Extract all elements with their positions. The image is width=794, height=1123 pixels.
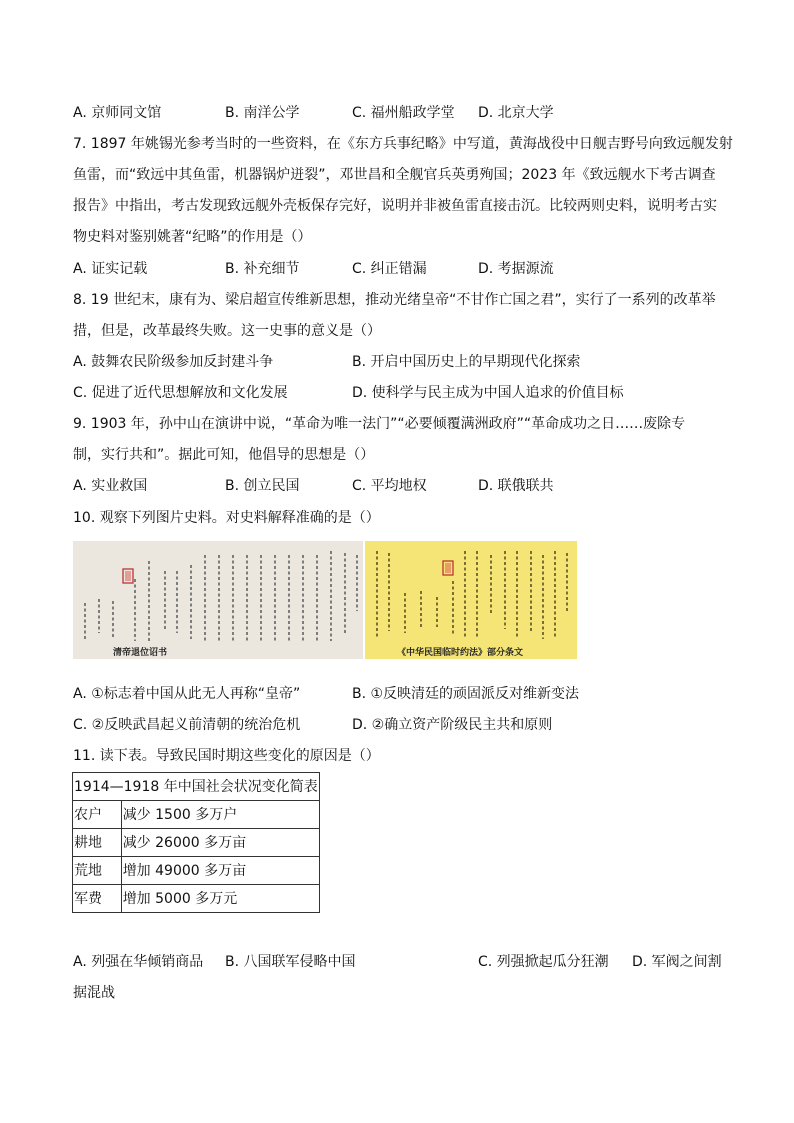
q9-stem-line-1: 9. 1903 年，孙中山在演讲中说，“革命为唯一法门”“必要倾覆满洲政府”“革命成功之日……废除专	[73, 416, 686, 432]
q7-stem-line-2: 鱼雷，而“致远中其鱼雷，机器锅炉迸裂”，邓世昌和全舰官兵英勇殉国；2023 年《致远舰水下考古调查	[73, 167, 716, 183]
table-row-value: 减少 1500 多万户	[121, 801, 319, 829]
q11-option-d[interactable]: D. 军阀之间割	[632, 954, 722, 970]
q11-option-b[interactable]: B. 八国联军侵略中国	[225, 954, 356, 970]
constitution-columns-illustration	[365, 541, 577, 659]
q10-option-c[interactable]: C. ②反映武昌起义前清朝的统治危机	[73, 717, 301, 733]
q8-option-a[interactable]: A. 鼓舞农民阶级参加反封建斗争	[73, 354, 274, 370]
q8-stem-line-1: 8. 19 世纪末，康有为、梁启超宣传维新思想，推动光绪皇帝“不甘作亡国之君”，实行了一系列的改革举	[73, 292, 716, 308]
q9-option-a[interactable]: A. 实业救国	[73, 478, 148, 494]
q8-option-b[interactable]: B. 开启中国历史上的早期现代化探索	[352, 354, 581, 370]
q6-option-d[interactable]: D. 北京大学	[478, 105, 554, 121]
q7-option-a[interactable]: A. 证实记载	[73, 261, 148, 277]
q9-stem-line-2: 制，实行共和”。据此可知，他倡导的思想是（）	[73, 447, 375, 463]
table-row	[73, 801, 320, 829]
table-row-label: 荒地	[73, 857, 122, 885]
q6-option-a[interactable]: A. 京师同文馆	[73, 105, 162, 121]
table-row-value: 增加 49000 多万亩	[121, 857, 319, 885]
table-row-value: 减少 26000 多万亩	[121, 829, 319, 857]
edict-columns-illustration	[73, 541, 363, 659]
q7-stem-line-3: 报告》中指出，考古发现致远舰外壳板保存完好，说明并非被鱼雷直接击沉。比较两则史料，说明考古实	[73, 198, 717, 214]
q6-option-c[interactable]: C. 福州船政学堂	[352, 105, 455, 121]
q11-option-c[interactable]: C. 列强掀起瓜分狂潮	[478, 954, 609, 970]
table-title: 1914—1918 年中国社会状况变化简表	[73, 773, 320, 801]
table-row-label: 农户	[73, 801, 122, 829]
q7-option-d[interactable]: D. 考据源流	[478, 261, 554, 277]
q8-option-d[interactable]: D. 使科学与民主成为中国人追求的价值目标	[352, 385, 624, 401]
q8-stem-line-2: 措，但是，改革最终失败。这一史事的意义是（）	[73, 323, 381, 339]
table-row	[73, 857, 320, 885]
q7-stem-line-4: 物史料对鉴别姚著“纪略”的作用是（）	[73, 229, 312, 245]
q9-option-d[interactable]: D. 联俄联共	[478, 478, 554, 494]
image-2-caption: 《中华民国临时约法》部分条文	[397, 648, 524, 658]
q7-option-c[interactable]: C. 纠正错漏	[352, 261, 427, 277]
q10-stem: 10. 观察下列图片史料。对史料解释准确的是（）	[73, 510, 380, 526]
q7-stem-line-1: 7. 1897 年姚锡光参考当时的一些资料，在《东方兵事纪略》中写道，黄海战役中日舰吉野号向致远舰发射	[73, 136, 733, 152]
q11-stem: 11. 读下表。导致民国时期这些变化的原因是（）	[73, 748, 380, 764]
q6-option-b[interactable]: B. 南洋公学	[225, 105, 300, 121]
table-row-value: 增加 5000 多万元	[121, 885, 319, 913]
social-change-table	[72, 772, 320, 913]
q9-option-b[interactable]: B. 创立民国	[225, 478, 300, 494]
q9-option-c[interactable]: C. 平均地权	[352, 478, 427, 494]
q7-option-b[interactable]: B. 补充细节	[225, 261, 300, 277]
q8-option-c[interactable]: C. 促进了近代思想解放和文化发展	[73, 385, 288, 401]
table-row-label: 军费	[73, 885, 122, 913]
qing-abdication-edict-image	[73, 541, 363, 659]
table-row	[73, 885, 320, 913]
table-title-row	[73, 773, 320, 801]
image-1-caption: 清帝退位诏书	[113, 648, 168, 658]
q10-option-d[interactable]: D. ②确立资产阶级民主共和原则	[352, 717, 553, 733]
q10-option-b[interactable]: B. ①反映清廷的顽固派反对维新变法	[352, 686, 580, 702]
q10-option-a[interactable]: A. ①标志着中国从此无人再称“皇帝”	[73, 686, 301, 702]
table-row	[73, 829, 320, 857]
q11-option-d-continuation: 据混战	[73, 985, 115, 1001]
provisional-constitution-image	[365, 541, 577, 659]
table-row-label: 耕地	[73, 829, 122, 857]
q11-option-a[interactable]: A. 列强在华倾销商品	[73, 954, 204, 970]
